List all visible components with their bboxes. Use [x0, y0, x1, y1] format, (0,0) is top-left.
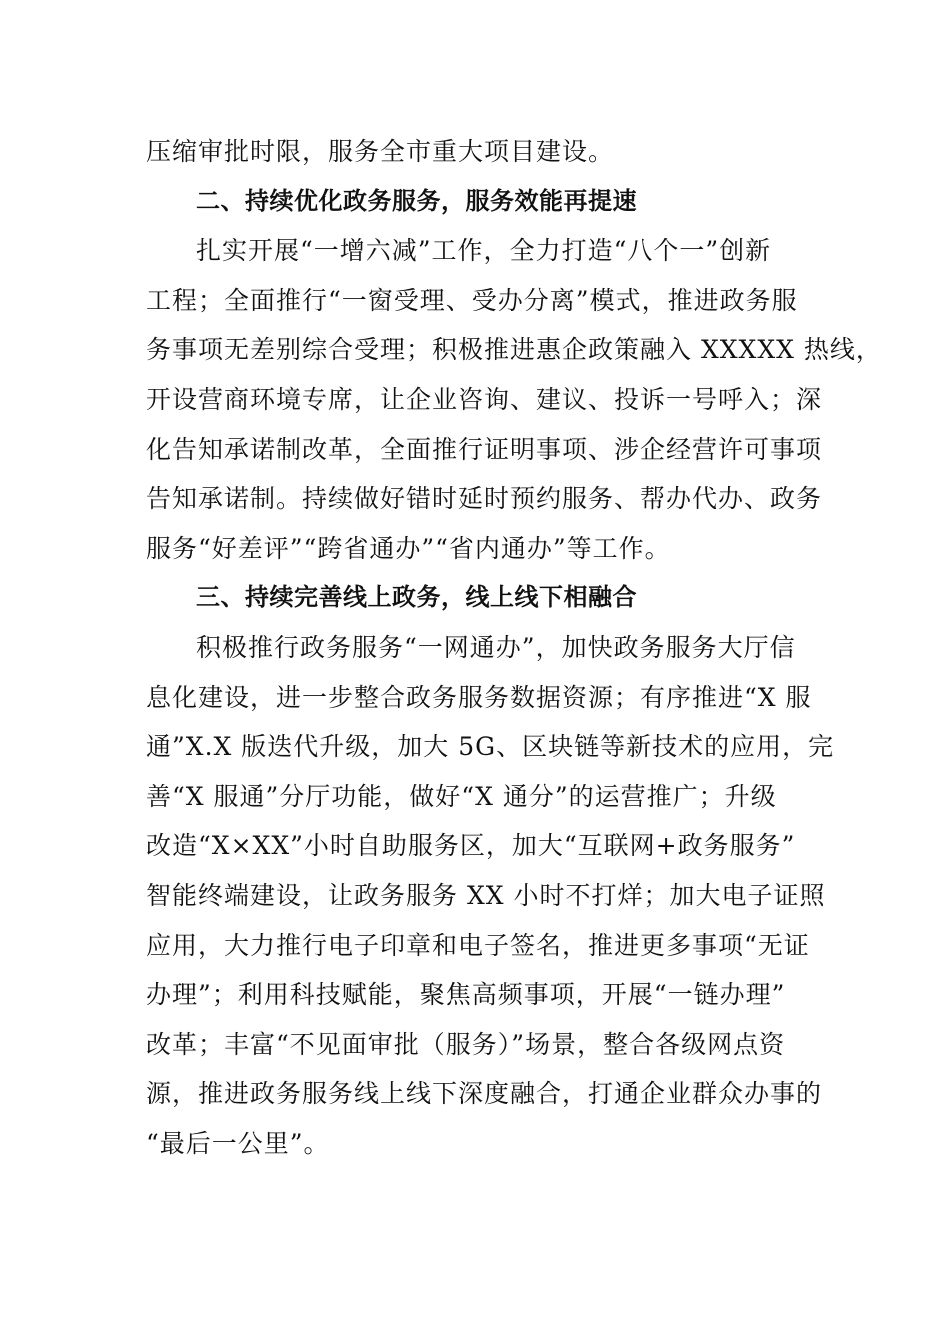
paragraph-line: 改造“X×XX”小时自助服务区，加大“互联网+政务服务” [146, 831, 796, 861]
paragraph-line: 务事项无差别综合受理；积极推进惠企政策融入 XXXXX 热线， [146, 335, 882, 365]
paragraph-line: 善“X 服通”分厅功能，做好“X 通分”的运营推广；升级 [146, 781, 777, 811]
section-heading-3: 三、持续完善线上政务，线上线下相融合 [196, 583, 637, 612]
paragraph-line: 息化建设，进一步整合政务服务数据资源；有序推进“X 服 [146, 682, 812, 712]
paragraph-line: 积极推行政务服务“一网通办”，加快政务服务大厅信 [196, 632, 796, 662]
paragraph-line: 源，推进政务服务线上线下深度融合，打通企业群众办事的 [146, 1079, 823, 1109]
paragraph-line: 服务“好差评”“跨省通办”“省内通办”等工作。 [146, 533, 671, 563]
document-body [146, 127, 882, 1168]
paragraph-line: 智能终端建设，让政务服务 XX 小时不打烊；加大电子证照 [146, 880, 826, 910]
paragraph-line: 应用，大力推行电子印章和电子签名，推进更多事项“无证 [146, 930, 810, 960]
paragraph-line: 改革；丰富“不见面审批（服务）”场景，整合各级网点资 [146, 1029, 786, 1059]
paragraph-line: 扎实开展“一增六减”工作，全力打造“八个一”创新 [196, 236, 772, 266]
section-heading-2: 二、持续优化政务服务，服务效能再提速 [196, 186, 637, 215]
paragraph-line: “最后一公里”。 [146, 1128, 330, 1158]
paragraph-line: 化告知承诺制改革，全面推行证明事项、涉企经营许可事项 [146, 434, 823, 464]
paragraph-line: 办理”；利用科技赋能，聚焦高频事项，开展“一链办理” [146, 980, 786, 1010]
paragraph-line: 告知承诺制。持续做好错时延时预约服务、帮办代办、政务 [146, 484, 823, 514]
paragraph-line: 通”X.X 版迭代升级，加大 5G、区块链等新技术的应用，完 [146, 732, 835, 762]
paragraph-line: 工程；全面推行“一窗受理、受办分离”模式，推进政务服 [146, 285, 798, 315]
paragraph-line: 压缩审批时限，服务全市重大项目建设。 [146, 137, 615, 166]
paragraph-line: 开设营商环境专席，让企业咨询、建议、投诉一号呼入；深 [146, 384, 823, 414]
